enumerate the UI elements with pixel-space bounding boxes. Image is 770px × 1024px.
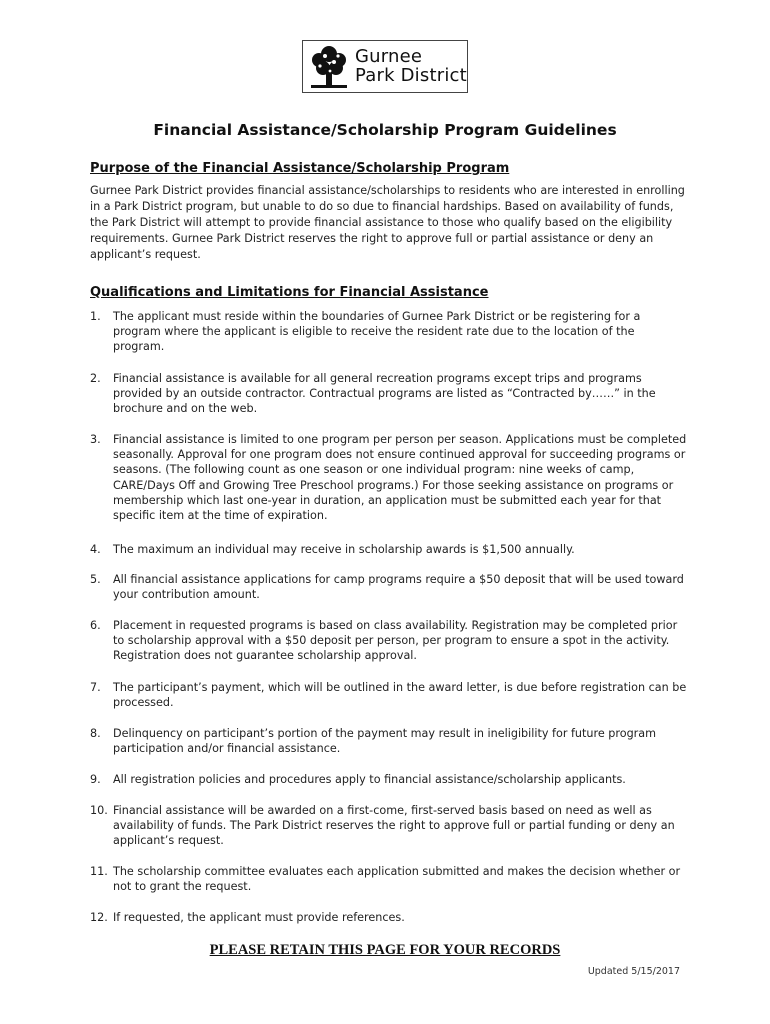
gurnee-park-district-logo [302,40,468,93]
list-item-text: If requested, the applicant must provide references. [113,911,405,924]
logo-line-2: Park District [355,65,467,86]
purpose-heading: Purpose of the Financial Assistance/Scholarship Program [90,161,510,176]
list-item-number: 5. [90,573,101,586]
logo-line-1: Gurnee [355,46,423,67]
list-item-number: 12. [90,911,108,924]
logo-text [355,47,467,85]
list-item-text: The applicant must reside within the boundaries of Gurnee Park District or be registering for a program where the applicant is eligible to receive the resident rate due to the location of the program. [113,310,641,354]
list-item-text: The scholarship committee evaluates each application submitted and makes the decision whether or not to grant the request. [113,865,681,894]
tree-icon [307,44,351,90]
list-item-number: 11. [90,865,108,878]
list-item-text: Financial assistance will be awarded on a first-come, first-served basis based on need as well as availability of funds. The Park District reserves the right to approve full or partial funding or deny an applicant’s request. [113,804,675,848]
list-item-number: 4. [90,543,101,556]
list-item-text: The maximum an individual may receive in scholarship awards is $1,500 annually. [113,543,575,556]
list-item-number: 6. [90,619,101,632]
list-item-text: All registration policies and procedures apply to financial assistance/scholarship applicants. [113,773,626,786]
list-item-number: 2. [90,372,101,385]
retain-notice: PLEASE RETAIN THIS PAGE FOR YOUR RECORDS [209,942,561,958]
list-item-text: Financial assistance is limited to one program per person per season. Applications must be completed seasonally. Approval for one program does not ensure continued approval for succeeding programs or seasons. (The following count as one season or one individual program: nine weeks of camp, CARE/Days Off and Growing Tree Preschool programs.) For those seeking assistance on programs or membership which last one-year in duration, an application must be submitted each year for that specific item at the time of expiration. [113,433,687,523]
list-item-text: Placement in requested programs is based on class availability. Registration may be completed prior to scholarship approval with a $50 deposit per person, per program to ensure a spot in the activity. Registration does not guarantee scholarship approval. [113,619,678,663]
list-item-number: 10. [90,804,108,817]
list-item-number: 7. [90,681,101,694]
page-title: Financial Assistance/Scholarship Program Guidelines [153,121,617,139]
updated-date: Updated 5/15/2017 [587,966,680,977]
list-item-number: 3. [90,433,101,446]
list-item-text: Financial assistance is available for all general recreation programs except trips and programs provided by an outside contractor. Contractual programs are listed as “Contracted by……” in the brochure and on the web. [113,372,656,416]
qualifications-heading: Qualifications and Limitations for Financial Assistance [90,285,489,300]
list-item-text: All financial assistance applications for camp programs require a $50 deposit that will be used toward your contribution amount. [113,573,684,602]
purpose-paragraph: Gurnee Park District provides financial assistance/scholarships to residents who are interested in enrolling in a Park District program, but unable to do so due to financial hardships. Based on availability of funds, the Park District will attempt to provide financial assistance to those who qualify based on the eligibility requirements. Gurnee Park District reserves the right to approve full or partial assistance or deny an applicant’s request. [90,184,685,261]
list-item-number: 1. [90,310,101,323]
list-item-text: The participant’s payment, which will be outlined in the award letter, is due before registration can be processed. [113,681,687,710]
list-item-text: Delinquency on participant’s portion of the payment may result in ineligibility for future program participation and/or financial assistance. [113,727,657,756]
list-item-number: 8. [90,727,101,740]
list-item-number: 9. [90,773,101,786]
